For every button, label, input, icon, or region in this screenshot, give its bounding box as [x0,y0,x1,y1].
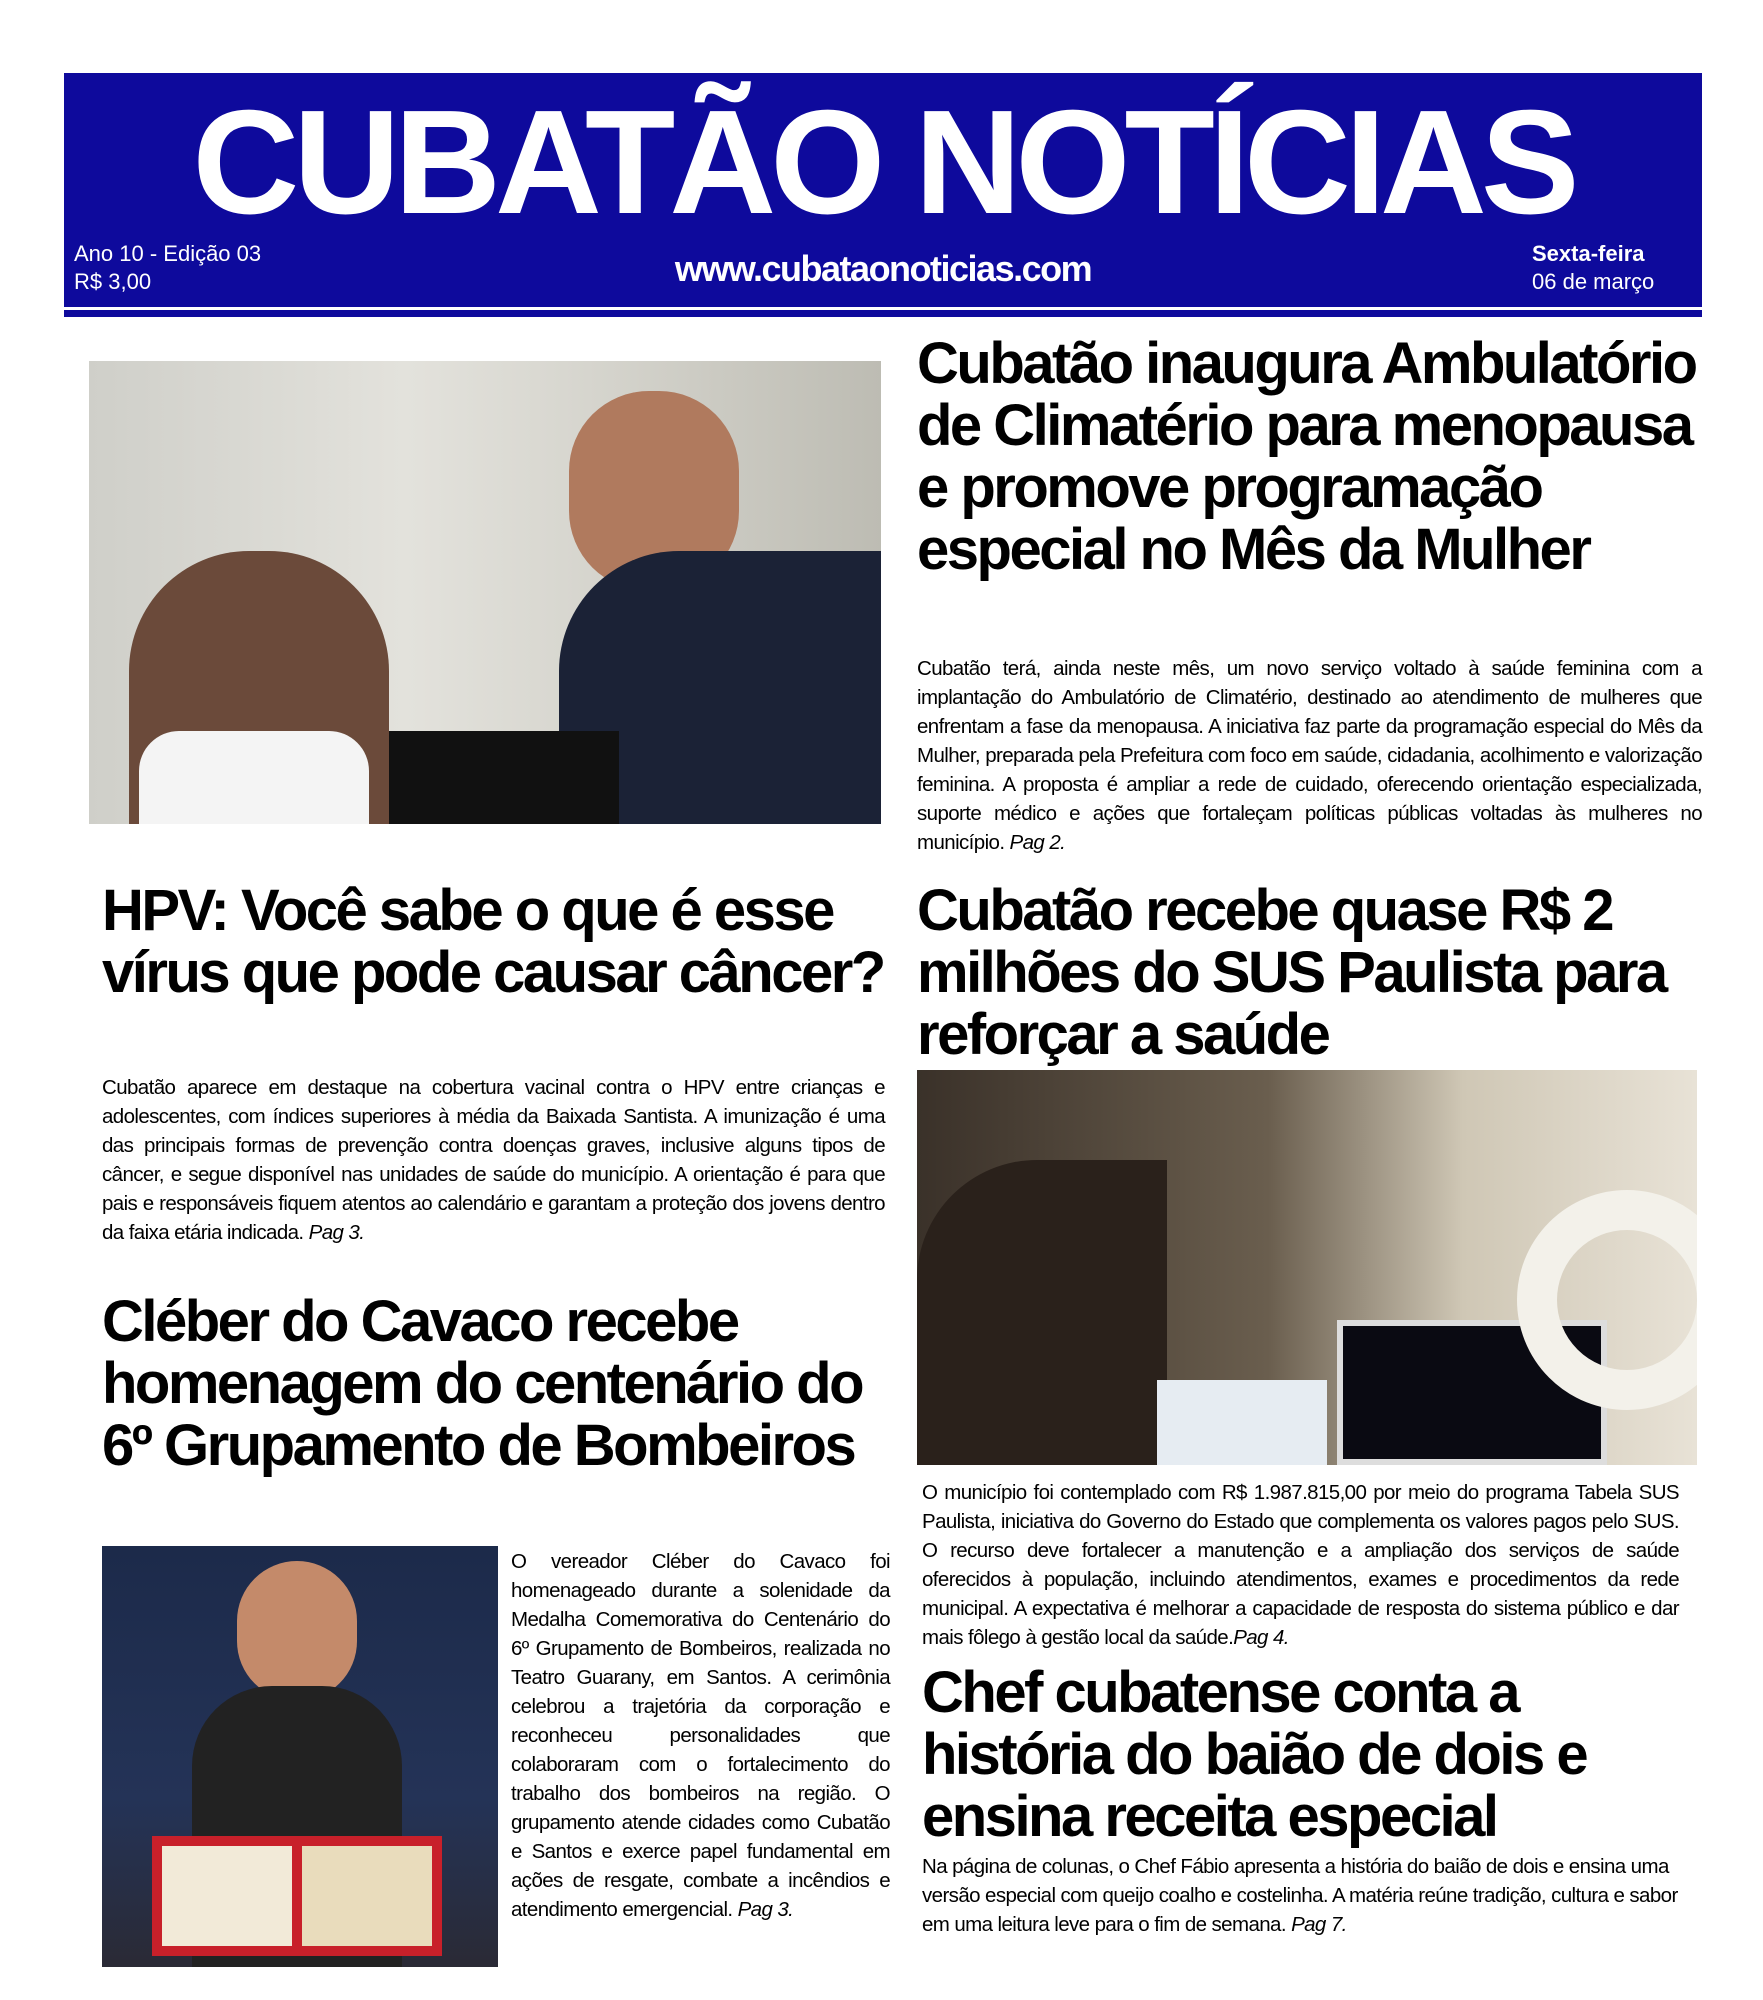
page-ref[interactable]: Pag 4. [1233,1626,1289,1649]
article-text: Cubatão terá, ainda neste mês, um novo serviço voltado à saúde feminina com a implantação do Ambulatório de Climatério, destinado ao atendimento de mulheres que enfrentam a fase da menopausa. A iniciativa faz parte da programação especial do Mês da Mulher, preparada pela Prefeitura com foco em saúde, cidadania, acolhimento e valorização feminina. A proposta é ampliar a rede de cuidado, oferecendo orientação especializada, suporte médico e ações que fortaleçam políticas públicas voltadas às mulheres no município. [917,657,1702,854]
page-ref[interactable]: Pag 3. [737,1898,794,1921]
article-body [917,654,1702,857]
article-headline[interactable]: Cubatão recebe quase R$ 2 milhões do SUS Paulista para reforçar a saúde [917,878,1666,1067]
article-body [511,1547,890,1924]
masthead [64,73,1702,307]
article-headline[interactable]: HPV: Você sabe o que é esse vírus que pode causar câncer? [102,878,884,1005]
website-link[interactable]: www.cubataonoticias.com [674,248,1092,289]
article-headline[interactable]: Cléber do Cavaco recebe homenagem do centenário do 6º Grupamento de Bombeiros [102,1289,862,1478]
article-text: O vereador Cléber do Cavaco foi homenageado durante a solenidade da Medalha Comemorativa do Centenário do 6º Grupamento de Bombeiros, realizada no Teatro Guarany, em Santos. A cerimônia celebrou a trajetória da corporação e reconheceu personalidades que colaboraram com o fortalecimento do trabalho dos bombeiros na região. O grupamento atende cidades como Cubatão e Santos e exerce papel fundamental em ações de resgate, combate a incêndios e atendimento emergencial. [511,1550,890,1921]
article-headline[interactable]: Chef cubatense conta a história do baião de dois e ensina receita especial [922,1660,1587,1849]
article-body [102,1073,885,1247]
article-photo-clinic [89,361,881,824]
newspaper-title: CUBATÃO NOTÍCIAS [192,80,1574,245]
page-ref[interactable]: Pag 3. [308,1221,365,1244]
article-text: O município foi contemplado com R$ 1.987.815,00 por meio do programa Tabela SUS Paulista, iniciativa do Governo do Estado que complementa os valores pagos pelo SUS. O recurso deve fortalecer a manutenção e a ampliação dos serviços de saúde oferecidos à população, incluindo atendimentos, exames e procedimentos da rede municipal. A expectativa é melhorar a capacidade de resposta do sistema público e dar mais fôlego à gestão local da saúde. [922,1481,1679,1649]
page-ref[interactable]: Pag 2. [1009,831,1066,854]
article-body [922,1852,1679,1939]
edition: Ano 10 - Edição 03 [74,241,262,266]
page-ref[interactable]: Pag 7. [1291,1913,1347,1936]
date: 06 de março [1532,269,1655,294]
article-photo-hospital [917,1070,1697,1465]
article-text: Cubatão aparece em destaque na cobertura vacinal contra o HPV entre crianças e adolescentes, com índices superiores à média da Baixada Santista. A imunização é uma das principais formas de prevenção contra doenças graves, inclusive alguns tipos de câncer, e segue disponível nas unidades de saúde do município. A orientação é para que pais e responsáveis fiquem atentos ao calendário e garantam a proteção dos jovens dentro da faixa etária indicada. [102,1076,885,1244]
weekday: Sexta-feira [1532,241,1645,266]
article-text: Na página de colunas, o Chef Fábio apresenta a história do baião de dois e ensina uma versão especial com queijo coalho e costelinha. A matéria reúne tradição, cultura e sabor em uma leitura leve para o fim de semana. [922,1855,1678,1936]
article-body [922,1478,1679,1652]
masthead-rule [64,310,1702,317]
date-info [1532,240,1654,296]
article-headline[interactable]: Cubatão inaugura Ambulatório de Climatério para menopausa e promove programação especial no Mês da Mulher [917,331,1696,582]
price: R$ 3,00 [74,269,152,294]
article-photo-ceremony [102,1546,498,1967]
